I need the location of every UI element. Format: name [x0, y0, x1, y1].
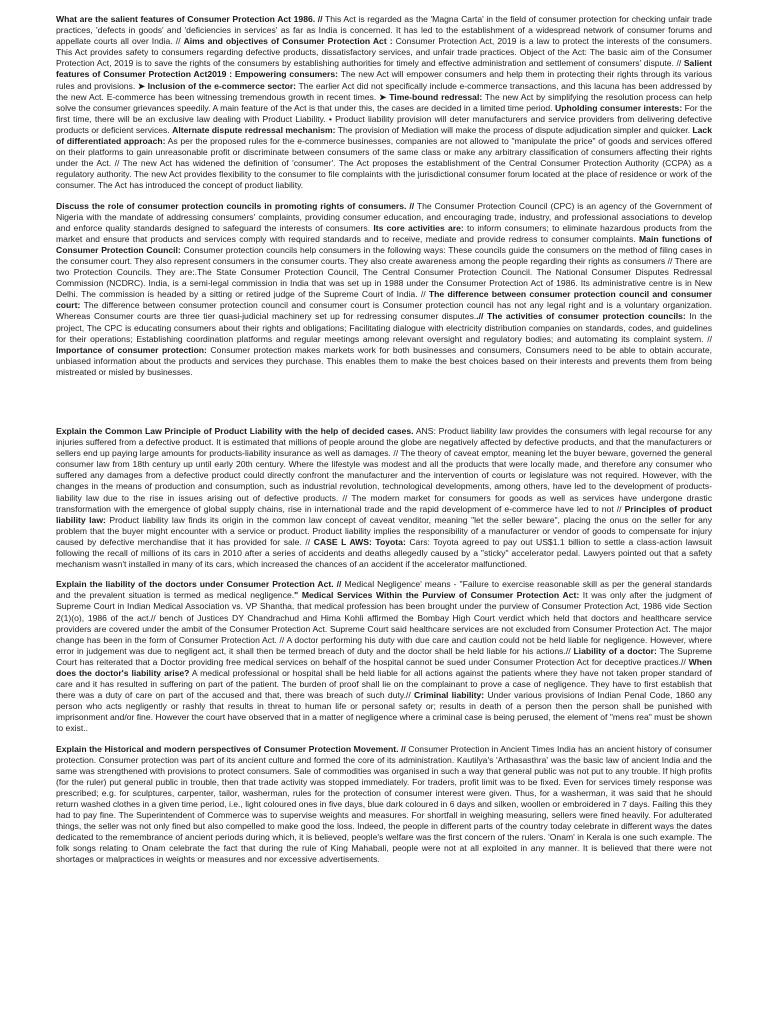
body-text: The new Act by simplifying the resolution process can help solve the consumer grievances speedily. A main feature of the Act is that under this, the cases are decided in a limited time period.	[56, 91, 712, 113]
bold-heading-text: Explain the liability of the doctors under Consumer Protection Act. //	[56, 579, 342, 590]
bold-heading-text: ➤ Time-bound redressal:	[379, 91, 483, 102]
body-text: Product liability law finds its origin in the common law concept of caveat venditor, meaning "let the seller beware", placing the onus on the seller for any problem that the buyer might encounter with a service or product. Product liability implies the responsibility of a manufacturer or vendor of goods to compensate for injury caused by defective merchandise that it has provided for sale. //	[56, 514, 712, 547]
bold-heading-text: Salient features of Consumer Protection Act2019 : Empowering consumers:	[56, 58, 712, 80]
paragraph-consumer-protection-movement	[56, 744, 712, 866]
body-text: The new Act will empower consumers and help them in protecting their rights through its various rules and provisions.	[56, 69, 712, 91]
body-text: Consumer protection councils help consumers in the following ways: These councils guide the consumers on the method of filing cases in the consumer court. They also represent consumers in the consumer courts. They also create awareness among the people regarding their rights as consumers // There are two Protection Councils. They are:.The State Consumer Protection Council, The Central Consumer Protection Council. The National Consumer Disputes Redressal Commission (NCDRC). India, is a semi-legal commission in India that was set up in 1988 under the Consumer Protection Act of 1986. Its administrative centre is in New Delhi. The commission is headed by a sitting or retired judge of the Supreme Court of India. //	[56, 244, 712, 300]
body-text: to inform consumers; to eliminate hazardous products from the market and ensure that products and services comply with required standards and to receive, mediate and provide redress to consumer complaints.	[56, 222, 712, 244]
body-text: It was only after the judgment of Supreme Court in Indian Medical Association vs. VP Shantha, that medical profession has been brought under the purview of Consumer Protection Act, 1986 vide Section 2(1)(o), 1986 of the act.// bench of Justices DY Chandrachud and Hima Kohli affirmed the Bombay High Court verdict which held that doctors and healthcare service providers are covered under the ambit of the Consumer Protection Act. Supreme Court said healthcare services are not excluded from Consumer Protection Act. The major change has been in the form of Consumer Protection Act. // A doctor performing his duty with due care and caution could not be held liable for negligence. However, where error in judgement was due to negligent act, it shall then be termed breach of duty and the doctor shall be held liable for his actions.//	[56, 590, 712, 656]
bold-heading-text: " Medical Services Within the Purview of Consumer Protection Act:	[294, 590, 580, 601]
bold-heading-text: Importance of consumer protection:	[56, 344, 207, 355]
body-text: The provision of Mediation will make the process of dispute adjudication simpler and quicker.	[335, 124, 693, 135]
bold-heading-text: Principles of product liability law:	[56, 503, 712, 525]
paragraph-product-liability	[56, 426, 712, 570]
bold-heading-text: Criminal liability:	[414, 690, 485, 701]
body-text: This Act is regarded as the 'Magna Carta' in the field of consumer protection for checking unfair trade practices, 'defects in goods' and 'deficiencies in services' as far as India is concerned. It has led to the establishment of a widespread network of consumer forums and appellate courts all over India. //	[56, 14, 712, 47]
bold-heading-text: Liability of a doctor:	[573, 645, 657, 656]
bold-heading-text: .// The activities of consumer protection councils:	[476, 311, 686, 322]
body-text: In the project, The CPC is educating consumers about their rights and obligations; Facilitating dialogue with electricity distribution companies on standards, codes, and guidelines for their operations; Establishing coordination platforms and regular meetings among relevant oversight and regulatory bodies; and automating its complaint system. //	[56, 311, 712, 344]
body-text: A medical professional or hospital shall be held liable for all actions against the patients where they have not taken proper standard of care and it has resulted in suffering on part of the patient. The burden of proof shall lie on the complainant to prove a case of negligence. They have to first establish that there was a duty of care on part of the accused and that, there was breach of such duty.//	[56, 667, 712, 701]
bold-heading-text: Lack of differentiated approach:	[56, 124, 712, 147]
body-text: As per the proposed rules for the e-commerce businesses, companies are not allowed to "manipulate the price" of goods and services offered on their platforms to gain unreasonable profit or discriminate between consumers of the same class or make any arbitrary classification of consumers affecting their rights under the Act. // The new Act has widened the definition of 'consumer'. The Act proposes the establishment of the Central Consumer Protection Authority (CCPA) as a regulatory authority. The new Act provides flexibility to the consumer to file complaints with the jurisdictional consumer forum located at the place of residence or work of the consumer. The Act has introduced the concept of product liability.	[56, 136, 712, 191]
paragraph-consumer-protection-councils	[56, 201, 712, 379]
body-text: Medical Negligence' means - "Failure to exercise reasonable skill as per the general standards and the prevalent situation is termed as medical negligence.	[56, 579, 712, 601]
bold-heading-text: Alternate dispute redressal mechanism:	[172, 124, 336, 135]
bold-heading-text: The difference between consumer protection council and consumer court:	[56, 289, 712, 311]
bold-heading-text: Its core activities are:	[373, 222, 464, 233]
body-text: The difference between consumer protection council and consumer court is Consumer protection council has not any legal right and is a voluntary organization. Whereas Consumer courts are three tier quasi-judicial machinery set up for redressing consumer disputes.	[56, 300, 712, 322]
bold-heading-text: When does the doctor's liability arise?	[56, 656, 712, 678]
bold-heading-text: Main functions of Consumer Protection Council:	[56, 233, 712, 255]
bold-heading-text: Upholding consumer interests:	[555, 102, 683, 113]
bold-heading-text: Discuss the role of consumer protection councils in promoting rights of consumers. //	[56, 200, 415, 211]
body-text: For the first time, there will be an exclusive law dealing with Product Liability. • Product liability provision will deter manufacturers and service providers from delivering defective products or deficient services.	[56, 102, 712, 135]
paragraph-doctor-liability	[56, 579, 712, 734]
bold-heading-text: Explain the Historical and modern perspectives of Consumer Protection Movement. //	[56, 743, 406, 754]
bold-heading-text: Explain the Common Law Principle of Product Liability with the help of decided cases.	[56, 426, 414, 436]
bold-heading-text: What are the salient features of Consumer Protection Act 1986. //	[56, 14, 323, 24]
bold-heading-text: Aims and objectives of Consumer Protection Act :	[183, 36, 393, 47]
bold-heading-text: ➤ Inclusion of the e-commerce sector:	[137, 80, 297, 91]
body-text: The Consumer Protection Council (CPC) is an agency of the Government of Nigeria with the mandate of addressing consumers' complaints, providing consumer education, and encouraging trade, industry, and professional associations to develop and enforce quality standards designed to safeguard the interests of consumers.	[56, 200, 712, 233]
body-text: Consumer protection makes markets work for both businesses and consumers, Consumers need to be able to obtain accurate, unbiased information about the products and services they purchase. This enables them to make the best choices based on their interests and prevents them from being mistreated or misled by businesses.	[56, 344, 712, 377]
body-text: Consumer Protection Act, 2019 is a law to protect the interests of the consumers. This Act provides safety to consumers regarding defective products, dissatisfactory services, and unfair trade practices. Object of the Act: The basic aim of the Consumer Protection Act, 2019 is to save the rights of the consumers by establishing authorities for timely and effective administration and settlement of consumers' dispute. //	[56, 36, 712, 69]
body-text: Consumer Protection in Ancient Times India has an ancient history of consumer protection. Consumer protection was part of its ancient culture and formed the core of its administration. Kautilya's 'Arthasasthra' was the basic law of ancient India and the same was strengthened with provisions to protect consumers. Sale of commodities was organised in such a way that general public was not put to any trouble. If high profits (for the ruler) put general public in trouble, then that trade activity was stopped immediately. For traders, profit limit was to be fixed. Even for services timely response was prescribed; e.g. for sculptures, carpenter, tailor, washerman, rules for the protection of consumer interest were given. Thus, for a washerman, it was said that he should return washed clothes in a given time period, i.e., light coloured ones in five days, blue dark coloured in 6 days and silken, woollen or embroidered in 7 days. Failing this they had to pay fine. The Superintendent of Commerce was to supervise weights and measures. For shortfall in weighing measuring, sellers were fined heavily. For adulterated things, the seller was not only fined but also compelled to make good the loss. Indeed, the people in different parts of the country today celebrate in different ways the dates dedicated to the remembrance of ancient periods during which, it is believed, people's welfare was the first concern of the rulers. 'Onam' in Kerala is one such example. The folk songs relating to Onam celebrate the fact that during the rule of King Mahabali, people were not at all exploited in any manner. It is believed that there were not shortages or malpractices in weights or measures and nor excessive advertisements.	[56, 743, 712, 865]
body-text: The Supreme Court has reiterated that a Doctor providing free medical services on behalf of the hospital cannot be sued under Consumer Protection Act for deceptive practices.//	[56, 645, 712, 667]
body-text: The earlier Act did not specifically include e-commerce transactions, and this lacuna has been addressed by the new Act. E-commerce has been witnessing tremendous growth in recent times.	[56, 80, 712, 102]
bold-heading-text: CASE L AWS: Toyota:	[313, 536, 406, 547]
body-text: ANS: Product liability law provides the consumers with legal recourse for any injuries suffered from a defective product. It is estimated that millions of people around the globe are negatively affected by defective products, and that the manufacturers or sellers end up paying large amounts for products-liability insurance as well as damages. // The theory of caveat emptor, meaning let the buyer beware, governed the general consumer law from 18th century up until early 20th century. Where the lifestyle was modest and all the products that were locally made, and therefore any consumer who suffered any damages from a defective product could directly confront the manufacturer and the intervention of courts or legislature was not required. However, with the changes in the means of production and consumption, such as industrial revolution, technological developments, among others, have led to the development of products-liability law due to the rise in issues arising out of defective products. // The modern market for consumers for goods as well as services have undergone drastic transformation with the emergence of global supply chains, rise in international trade and the rapid development of e-commerce have led to not //	[56, 426, 712, 514]
body-text: Under various provisions of Indian Penal Code, 1860 any person who acts negligently or rashly that results in threat to human life or personal safety or; results in death of a person then the person shall be punished with imprisonment and/or fine. However the court have observed that in a matter of negligence where a criminal case is being perused, the element of "mens rea" must be shown to exist..	[56, 690, 712, 734]
paragraph-salient-features	[56, 14, 712, 192]
body-text: Cars: Toyota agreed to pay out US$1.1 billion to settle a class-action lawsuit following the recall of millions of its cars in 2010 after a series of accidents and deaths allegedly caused by a "sticky" accelerator pedal. Lawyers pointed out that a safety mechanism wasn't installed in many of its cars, which increased the chances of an accident if the accelerator malfunctioned.	[56, 536, 712, 570]
